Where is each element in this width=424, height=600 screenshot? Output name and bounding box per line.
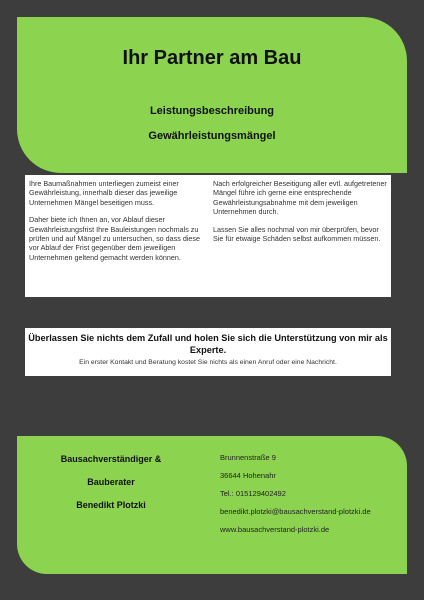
website-link[interactable]: www.bausachverstand-plotzki.de [220, 525, 330, 534]
paragraph: Lassen Sie alles nochmal von mir überprüfen, bevor Sie für etwaige Schäden selbst aufkommen müssen. [213, 224, 381, 244]
contact-details [220, 453, 405, 543]
contact-footer [17, 436, 407, 574]
call-to-action-box [25, 328, 391, 376]
description-left-column [29, 179, 203, 297]
email-link[interactable]: benedikt.plotzki@bausachverstand-plotzki.de [220, 507, 371, 516]
contact-name: Benedikt Plotzki [76, 500, 146, 510]
cta-heading [25, 332, 391, 356]
cta-subtext: Ein erster Kontakt und Beratung kostet Sie nichts als einen Anruf oder eine Nachricht. [79, 359, 337, 366]
paragraph: Nach erfolgreicher Beseitigung aller evtl. aufgetretener Mängel führe ich gerne eine entsprechende Gewährleistungsabnahme mit dem jeweiligen Unternehmen durch. [213, 179, 387, 217]
role-line-2: Bauberater [87, 477, 135, 487]
cta-heading-rest: Sie nichts dem Zufall und holen Sie sich die Unterstützung von mir als Experte. [77, 333, 388, 355]
contact-identity [31, 453, 191, 512]
role-line-1: Bausachverständiger & [60, 454, 162, 464]
cta-lead-word: Überlassen [28, 333, 78, 343]
address-street: Brunnenstraße 9 [220, 453, 276, 462]
description-right-column [213, 179, 387, 297]
address-city: 36644 Hohenahr [220, 471, 276, 480]
paragraph: Ihre Baumaßnahmen unterliegen zumeist einer Gewährleistung, innerhalb dieser das jeweilige Unternehmen Mängel beseitigen muss. [29, 179, 179, 207]
paragraph: Daher biete ich Ihnen an, vor Ablauf dieser Gewährleistungsfrist Ihre Bauleistungen nochmals zu prüfen und auf Mängel zu untersuchen, so dass diese vor Ablauf der Frist gegenüber dem jeweiligen Unternehmen geltend gemacht werden können. [29, 215, 201, 262]
hero-banner [17, 17, 407, 173]
page-title: Ihr Partner am Bau [122, 47, 302, 69]
subtitle-warranty-defects: Gewährleistungsmängel [148, 130, 276, 142]
subtitle-service-description: Leistungsbeschreibung [149, 105, 275, 117]
description-box [25, 175, 391, 297]
phone-number[interactable]: Tel.: 015129402492 [220, 489, 286, 498]
